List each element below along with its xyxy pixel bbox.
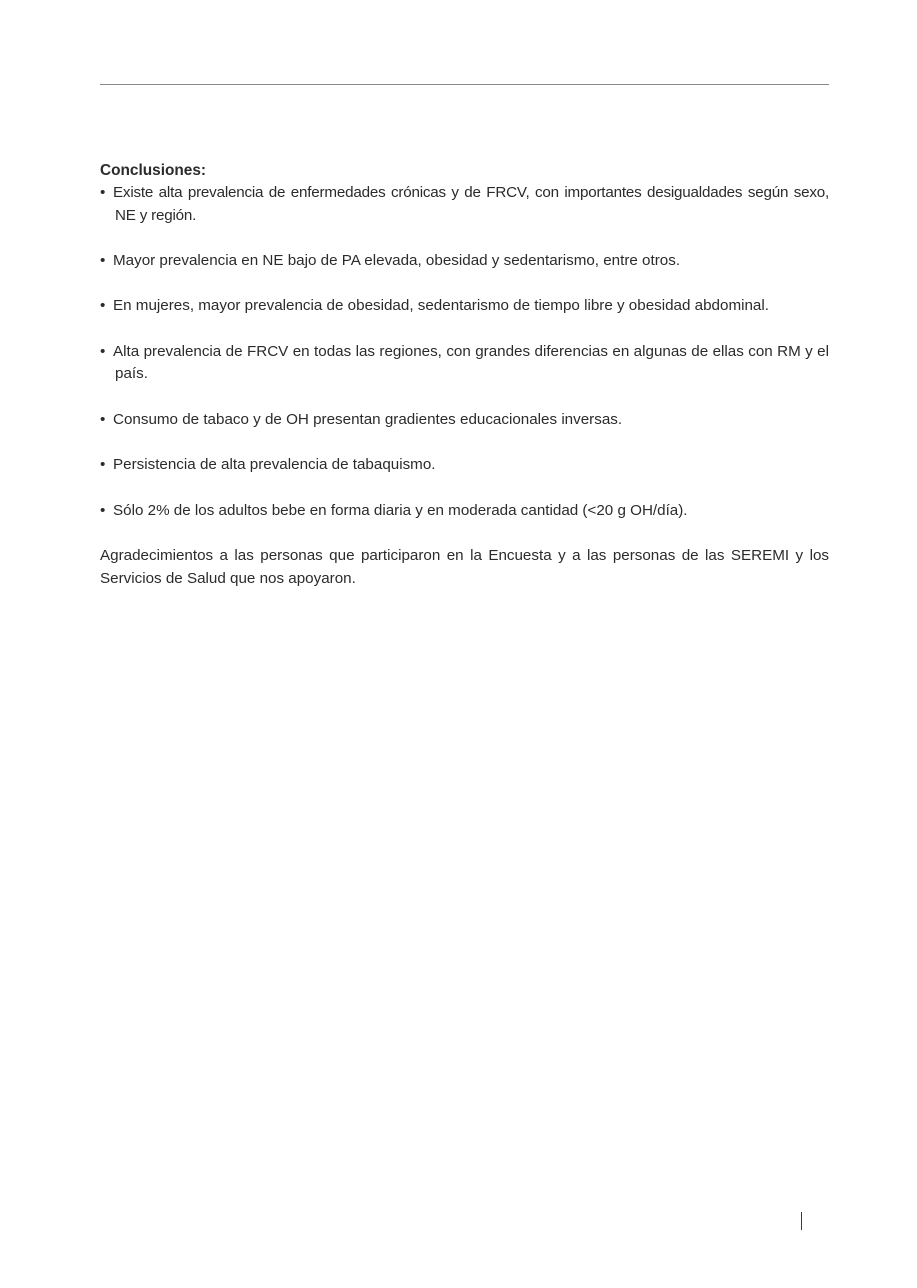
section-heading: Conclusiones: <box>100 162 207 179</box>
list-item-text: Alta prevalencia de FRCV en todas las regiones, con grandes diferencias en algunas de ellas con RM y el país. <box>113 342 829 383</box>
list-item-text: Mayor prevalencia en NE bajo de PA elevada, obesidad y sedentarismo, entre otros. <box>113 251 681 269</box>
acknowledgement-paragraph: Agradecimientos a las personas que participaron en la Encuesta y a las personas de las SEREMI y los Servicios de Salud que nos apoyaron. <box>100 546 829 587</box>
bullet-icon: • <box>100 251 106 269</box>
list-item-text: Consumo de tabaco y de OH presentan gradientes educacionales inversas. <box>113 410 623 428</box>
bullet-icon: • <box>100 297 106 315</box>
list-item <box>100 182 829 227</box>
page-marker <box>801 1212 802 1230</box>
list-item <box>100 500 829 523</box>
bullet-icon: • <box>100 410 106 428</box>
list-item <box>100 250 829 273</box>
list-item <box>100 341 829 386</box>
bullet-icon: • <box>100 184 106 201</box>
list-item-text: Sólo 2% de los adultos bebe en forma diaria y en moderada cantidad (<20 g OH/día). <box>113 501 688 519</box>
list-item-text: Persistencia de alta prevalencia de tabaquismo. <box>113 456 436 474</box>
list-item <box>100 295 829 318</box>
conclusions-list <box>100 182 829 522</box>
bullet-icon: • <box>100 501 106 519</box>
conclusions-section <box>100 160 829 590</box>
bullet-icon: • <box>100 456 106 474</box>
bullet-icon: • <box>100 342 106 360</box>
header-divider <box>100 84 829 85</box>
list-item-text: Existe alta prevalencia de enfermedades crónicas y de FRCV, con importantes desigualdades según sexo, NE y región. <box>113 184 829 224</box>
list-item-text: En mujeres, mayor prevalencia de obesidad, sedentarismo de tiempo libre y obesidad abdominal. <box>113 297 769 315</box>
list-item <box>100 454 829 477</box>
list-item <box>100 409 829 432</box>
